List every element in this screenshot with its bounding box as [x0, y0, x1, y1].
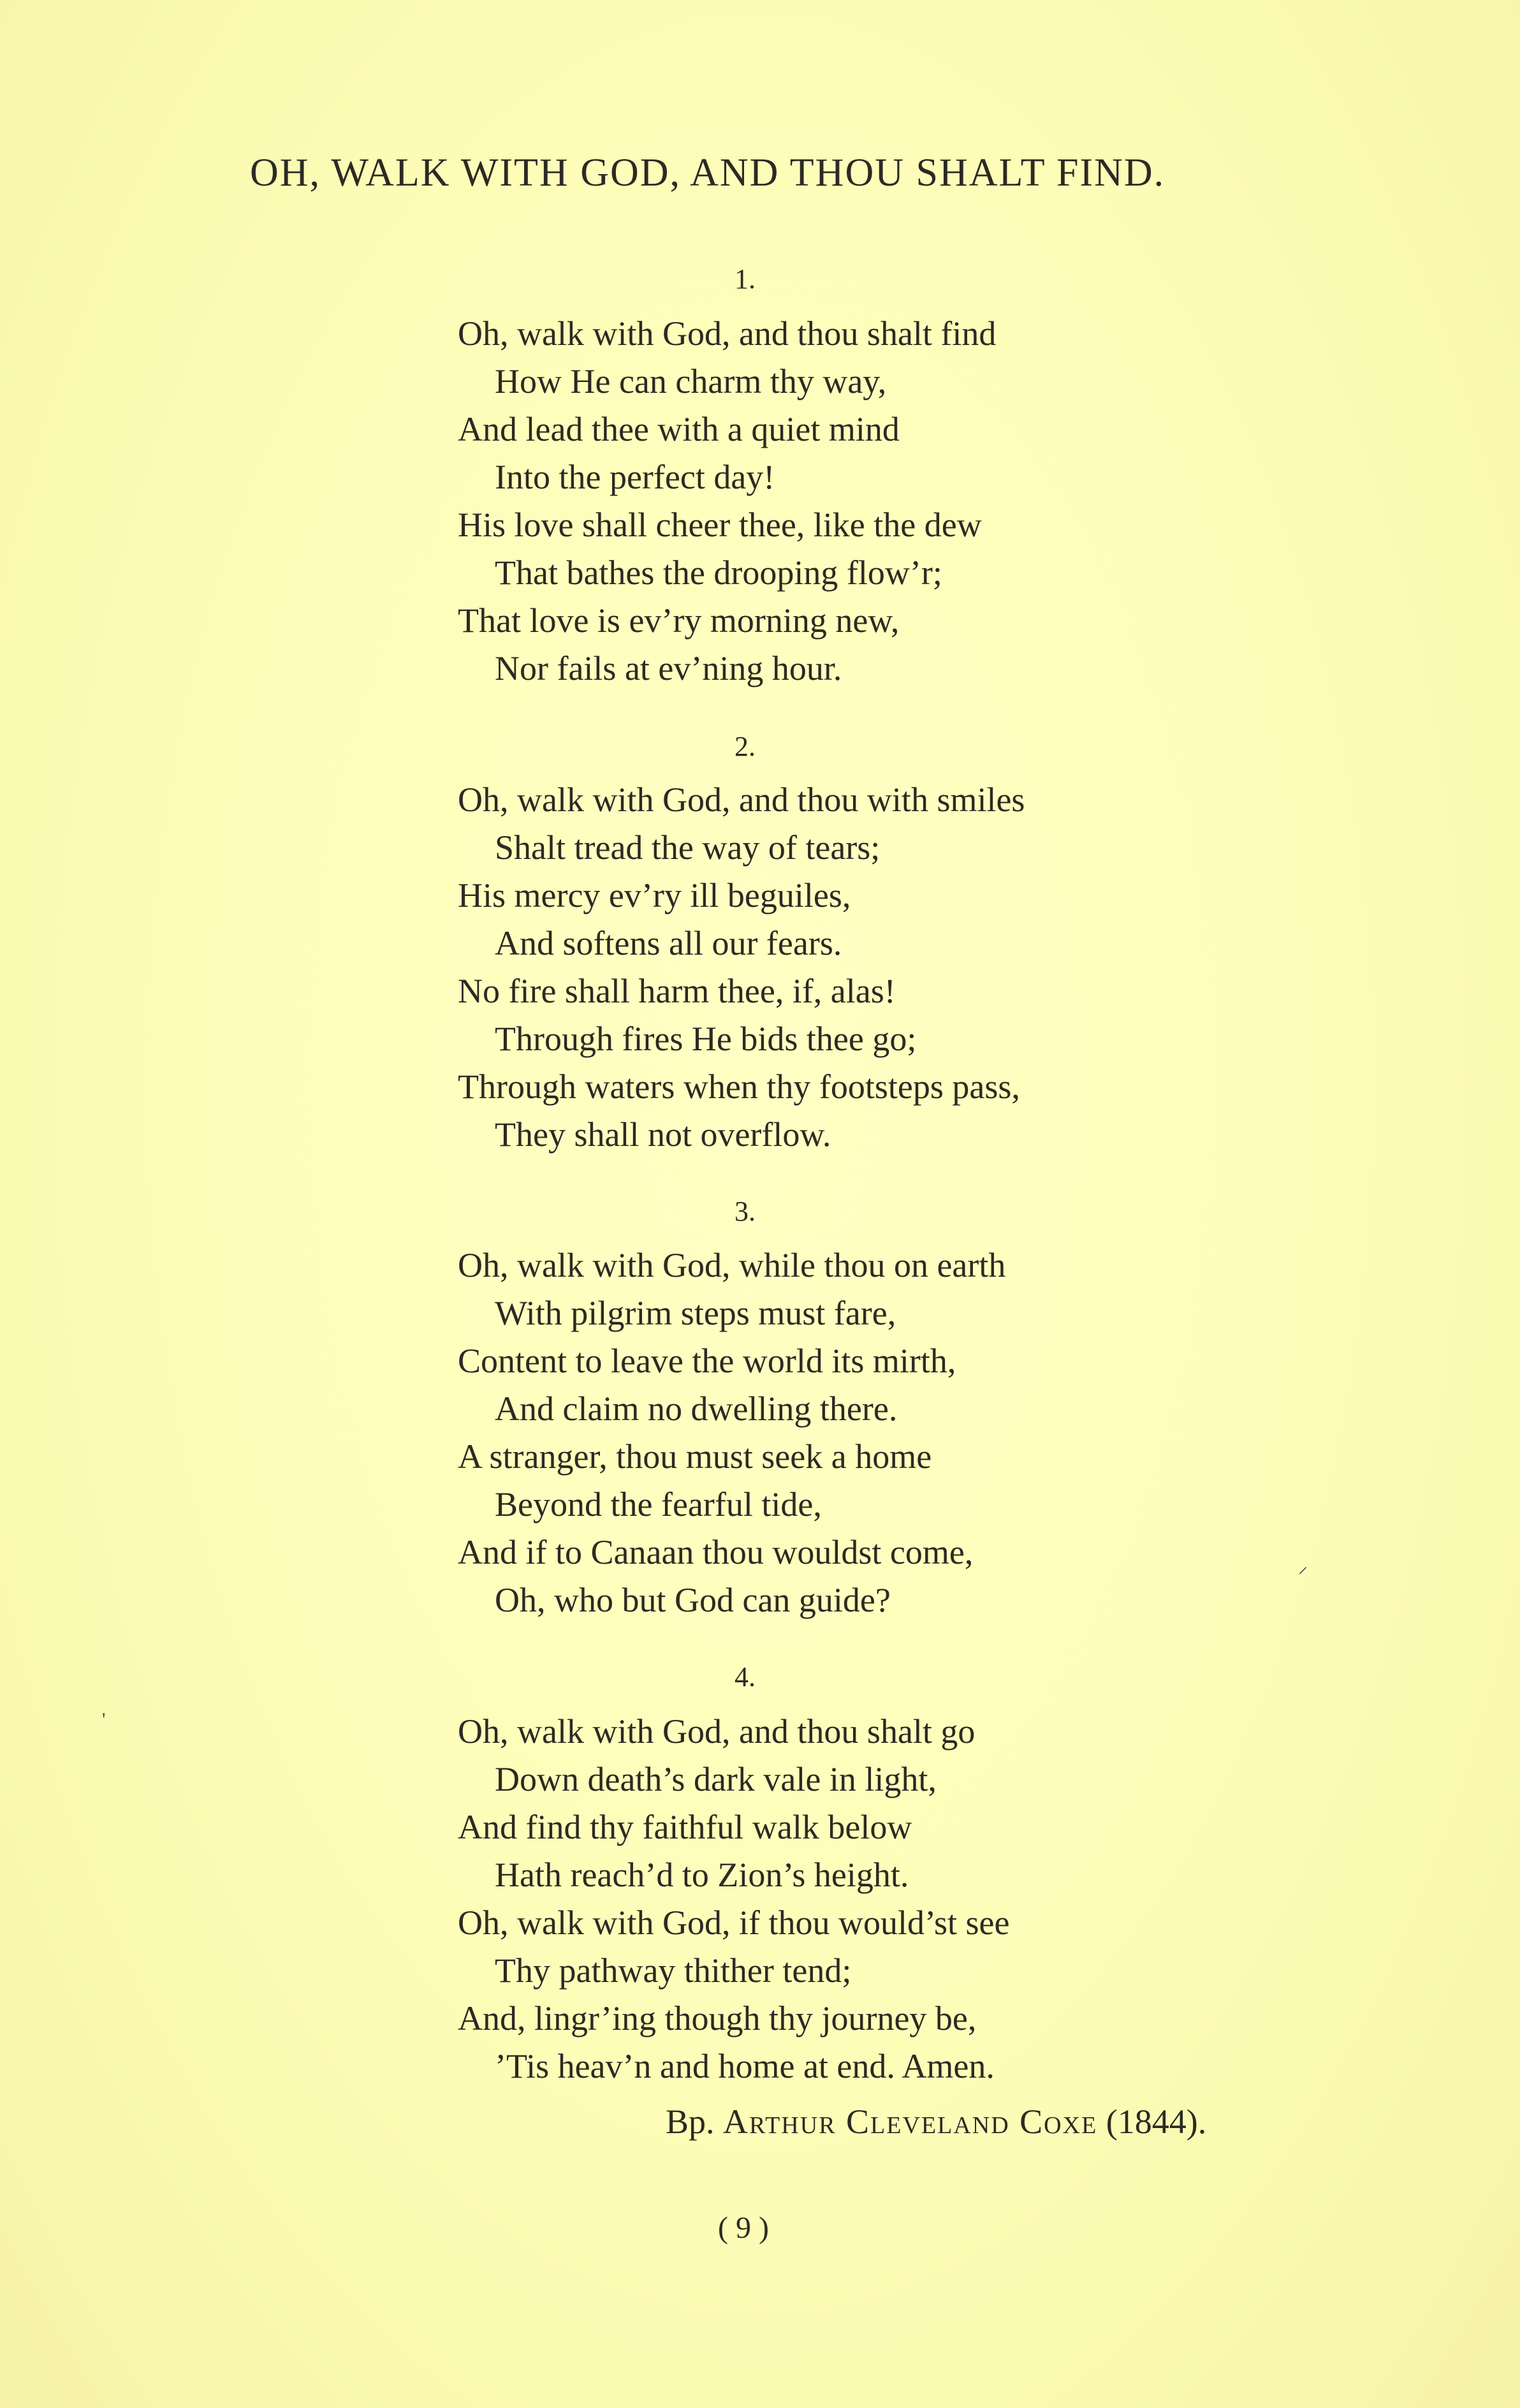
stanza-line: And claim no dwelling there. [495, 1390, 898, 1428]
stanza-line: A stranger, thou must seek a home [458, 1437, 932, 1476]
stanza-line: And lead thee with a quiet mind [458, 410, 900, 448]
stanza-line: Hath reach’d to Zion’s height. [495, 1856, 909, 1894]
stray-mark: ' [102, 1709, 106, 1730]
stanza-line: With pilgrim steps must fare, [495, 1294, 896, 1332]
attribution-year: (1844). [1106, 2103, 1207, 2141]
stanza-line: Content to leave the world its mirth, [458, 1342, 956, 1380]
stanza-line: And find thy faithful walk below [458, 1808, 912, 1846]
stanza-line: Down death’s dark vale in light, [495, 1760, 937, 1798]
attribution-prefix: Bp. [666, 2103, 715, 2141]
stanza-line: Oh, walk with God, and thou shalt go [458, 1712, 976, 1751]
stanza-line: His mercy ev’ry ill beguiles, [458, 876, 851, 914]
stanza-line: Into the perfect day! [495, 458, 775, 496]
stanza-line: Oh, who but God can guide? [495, 1581, 891, 1619]
stanza-line: They shall not overflow. [495, 1115, 831, 1154]
stanza-line: How He can charm thy way, [495, 362, 887, 400]
stanza-line: Through waters when thy footsteps pass, [458, 1068, 1020, 1106]
stanza-line: That love is ev’ry morning new, [458, 601, 900, 640]
stray-mark: ⸝ [1298, 1556, 1308, 1577]
page-title: OH, WALK WITH GOD, AND THOU SHALT FIND. [250, 151, 1166, 195]
stanza-line: And, lingr’ing though thy journey be, [458, 1999, 977, 2037]
stanza-line: ’Tis heav’n and home at end. Amen. [495, 2047, 995, 2085]
page-number: ( 9 ) [718, 2211, 769, 2245]
stanza-line: That bathes the drooping flow’r; [495, 554, 942, 592]
stanza-line: Oh, walk with God, and thou with smiles [458, 781, 1025, 819]
stanza-line: And if to Canaan thou wouldst come, [458, 1533, 974, 1571]
stanza-line: Oh, walk with God, if thou would’st see [458, 1904, 1010, 1942]
stanza-number: 3. [734, 1196, 756, 1227]
stanza-line: Beyond the fearful tide, [495, 1485, 822, 1523]
attribution-name: Arthur Cleveland Coxe [723, 2103, 1098, 2141]
stanza-line: No fire shall harm thee, if, alas! [458, 972, 896, 1010]
stanza-line: Nor fails at ev’ning hour. [495, 649, 842, 687]
stanza-number: 2. [734, 731, 756, 762]
stanza-line: And softens all our fears. [495, 924, 842, 962]
stanza-line: Shalt tread the way of tears; [495, 828, 881, 867]
stanza-line: Thy pathway thither tend; [495, 1951, 852, 1990]
stanza-line: His love shall cheer thee, like the dew [458, 506, 982, 544]
stanza-number: 4. [734, 1661, 756, 1692]
stanza-line: Oh, walk with God, and thou shalt find [458, 314, 997, 353]
stanza-number: 1. [734, 263, 756, 295]
stanza-line: Through fires He bids thee go; [495, 1020, 917, 1058]
stanza-line: Oh, walk with God, while thou on earth [458, 1246, 1006, 1284]
attribution [666, 2102, 1206, 2141]
